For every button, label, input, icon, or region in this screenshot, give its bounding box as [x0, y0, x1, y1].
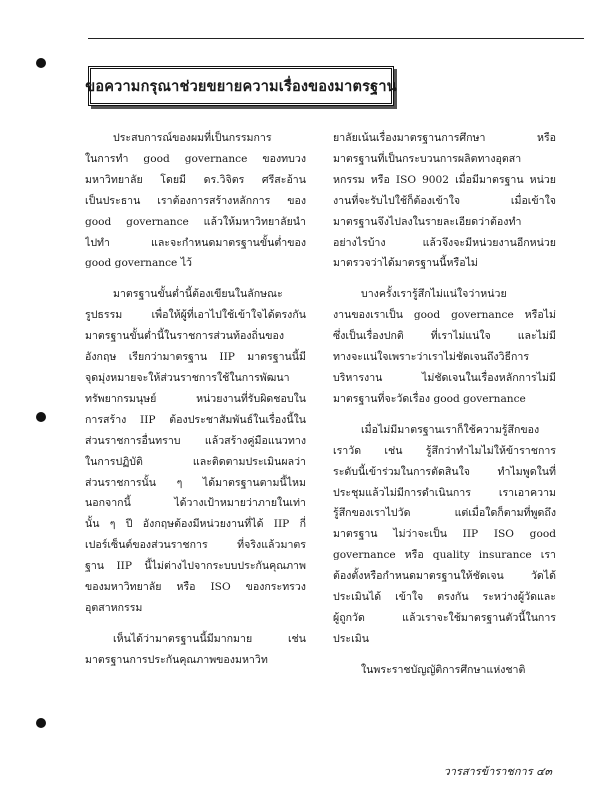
text-line: นั้น ๆ ปี อังกฤษต้องมีหน่วยงานที่ได้ IIP กี่ — [85, 518, 306, 531]
text-line: อุตสาหกรรม — [85, 601, 143, 614]
text-line: งานของเราเป็น good governance หรือไม่ — [333, 309, 556, 322]
section-title-box — [85, 66, 397, 106]
text-line: จุดมุ่งหมายจะให้ส่วนราชการใช้ในการพัฒนา — [85, 371, 290, 384]
text-line: เปอร์เซ็นต์ของส่วนราชการ ที่จริงแล้วมาตร — [85, 539, 306, 552]
text-line: มหาวิทยาลัย โดยมี ดร.วิจิตร ศรีสะอ้าน — [85, 173, 306, 186]
text-line: ของมหาวิทยาลัย หรือ ISO ของกระทรวง — [85, 581, 306, 594]
text-line: ประเมิน — [333, 632, 369, 645]
binder-hole-mark — [36, 58, 46, 68]
text-line: มาตรฐาน ไม่ว่าจะเป็น IIP ISO good — [333, 528, 556, 541]
text-line: ประเมินได้ เข้าใจ ตรงกัน ระหว่างผู้วัดและ — [333, 591, 556, 604]
text-line: บางครั้งเรารู้สึกไม่แน่ใจว่าหน่วย — [361, 288, 507, 301]
text-line: เมื่อไม่มีมาตรฐานเราก็ใช้ความรู้สึกของ — [361, 423, 540, 436]
page-footer — [444, 762, 552, 780]
text-line: ส่วนราชการนั้น ๆ ได้มาตรฐานตามนี้ไหม — [85, 476, 306, 489]
text-line: ประชุมแล้วไม่มีการดำเนินการ เราเอาความ — [333, 486, 556, 499]
text-line: มาตรฐานขั้นต่ำนี้ต้องเขียนในลักษณะ — [113, 288, 283, 301]
text-line: เป็นประธาน เราต้องการสร้างหลักการ ของ — [85, 194, 306, 207]
text-line: เห็นได้ว่ามาตรฐานนี้มีมากมาย เช่น — [113, 632, 306, 645]
text-line: มาตรฐานการประกันคุณภาพของมหาวิท — [85, 653, 268, 666]
text-line: governance หรือ quality insurance เรา — [333, 549, 556, 562]
left-column — [85, 128, 306, 671]
text-line: ประสบการณ์ของผมที่เป็นกรรมการ — [113, 132, 272, 144]
text-line: ในการทำ good governance ของทบวง — [85, 152, 306, 165]
binder-hole-mark — [36, 412, 46, 422]
text-line: ไปทำ และจะกำหนดมาตรฐานขั้นต่ำของ — [85, 236, 306, 249]
text-line: มาตรฐานจึงไปลงในรายละเอียดว่าต้องทำ — [333, 215, 522, 228]
text-line: มาตรฐานขั้นต่ำนี้ในราชการส่วนท้องถิ่นของ — [85, 330, 284, 343]
page-number: ๔๓ — [536, 765, 552, 778]
text-line: รู้สึกของเราไปวัด แต่เมื่อใดก็ตามที่พูดถึง — [333, 507, 556, 520]
text-line: การสร้าง IIP ต้องประชาสัมพันธ์ในเรื่องนี้ใน — [85, 413, 306, 426]
text-line: หกรรม หรือ ISO 9002 เมื่อมีมาตรฐาน หน่วย — [333, 173, 556, 186]
text-line: ต้องตั้งหรือกำหนดมาตรฐานให้ชัดเจน วัดได้ — [333, 570, 556, 583]
text-line: good governance แล้วให้มหาวิทยาลัยนำ — [85, 215, 306, 228]
binder-hole-mark — [36, 718, 46, 728]
text-line: good governance ไว้ — [85, 257, 192, 270]
top-rule — [88, 38, 584, 39]
right-column — [333, 128, 556, 681]
section-title: ขอความกรุณาช่วยขยายความเรื่องของมาตรฐาน — [85, 78, 397, 95]
text-line: นอกจากนี้ ได้วางเป้าหมายว่าภายในเท่า — [85, 497, 306, 510]
text-line: ซึ่งเป็นเรื่องปกติ ที่เราไม่แน่ใจ และไม่มี — [333, 330, 556, 343]
text-line: ส่วนราชการอื่นทราบ แล้วสร้างคู่มือแนวทาง — [85, 434, 306, 447]
text-line: บริหารงาน ไม่ชัดเจนในเรื่องหลักการไม่มี — [333, 371, 556, 384]
text-line: เราวัด เช่น รู้สึกว่าทำไมไม่ให้ข้าราชการ — [333, 444, 556, 457]
text-line: ฐาน IIP นี้ไม่ต่างไปจากระบบประกันคุณภาพ — [85, 560, 306, 573]
text-line: มาตรฐานที่เป็นกระบวนการผลิตทางอุตสา — [333, 152, 522, 165]
text-line: อังกฤษ เรียกว่ามาตรฐาน IIP มาตรฐานนี้มี — [85, 351, 306, 364]
text-line: อย่างไรบ้าง แล้วจึงจะมีหน่วยงานอีกหน่วย — [333, 236, 556, 249]
text-line: ผู้ถูกวัด แล้วเราจะใช้มาตรฐานตัวนี้ในการ — [333, 611, 556, 624]
text-line: งานที่จะรับไปใช้ก็ต้องเข้าใจ เมื่อเข้าใจ — [333, 194, 556, 207]
journal-name: วารสารข้าราชการ — [443, 765, 533, 778]
text-line: ระดับนี้เข้าร่วมในการตัดสินใจ ทำไมพูดในที่ — [333, 465, 556, 478]
text-line: ยาลัยเน้นเรื่องมาตรฐานการศึกษา หรือ — [333, 132, 556, 144]
text-line: ในการปฏิบัติ และติดตามประเมินผลว่า — [85, 455, 306, 468]
text-line: รูปธรรม เพื่อให้ผู้ที่เอาไปใช้เข้าใจได้ตรงกัน — [85, 309, 306, 322]
text-line: มาตรฐานที่จะวัดเรื่อง good governance — [333, 392, 526, 405]
text-line: มาตรวจว่าได้มาตรฐานนี้หรือไม่ — [333, 257, 478, 270]
text-line: ทางจะแน่ใจเพราะว่าเราไม่ชัดเจนถึงวิธีการ — [333, 351, 530, 364]
text-line: ทรัพยากรมนุษย์ หน่วยงานที่รับผิดชอบใน — [85, 392, 306, 405]
text-line: ในพระราชบัญญัติการศึกษาแห่งชาติ — [361, 663, 526, 676]
